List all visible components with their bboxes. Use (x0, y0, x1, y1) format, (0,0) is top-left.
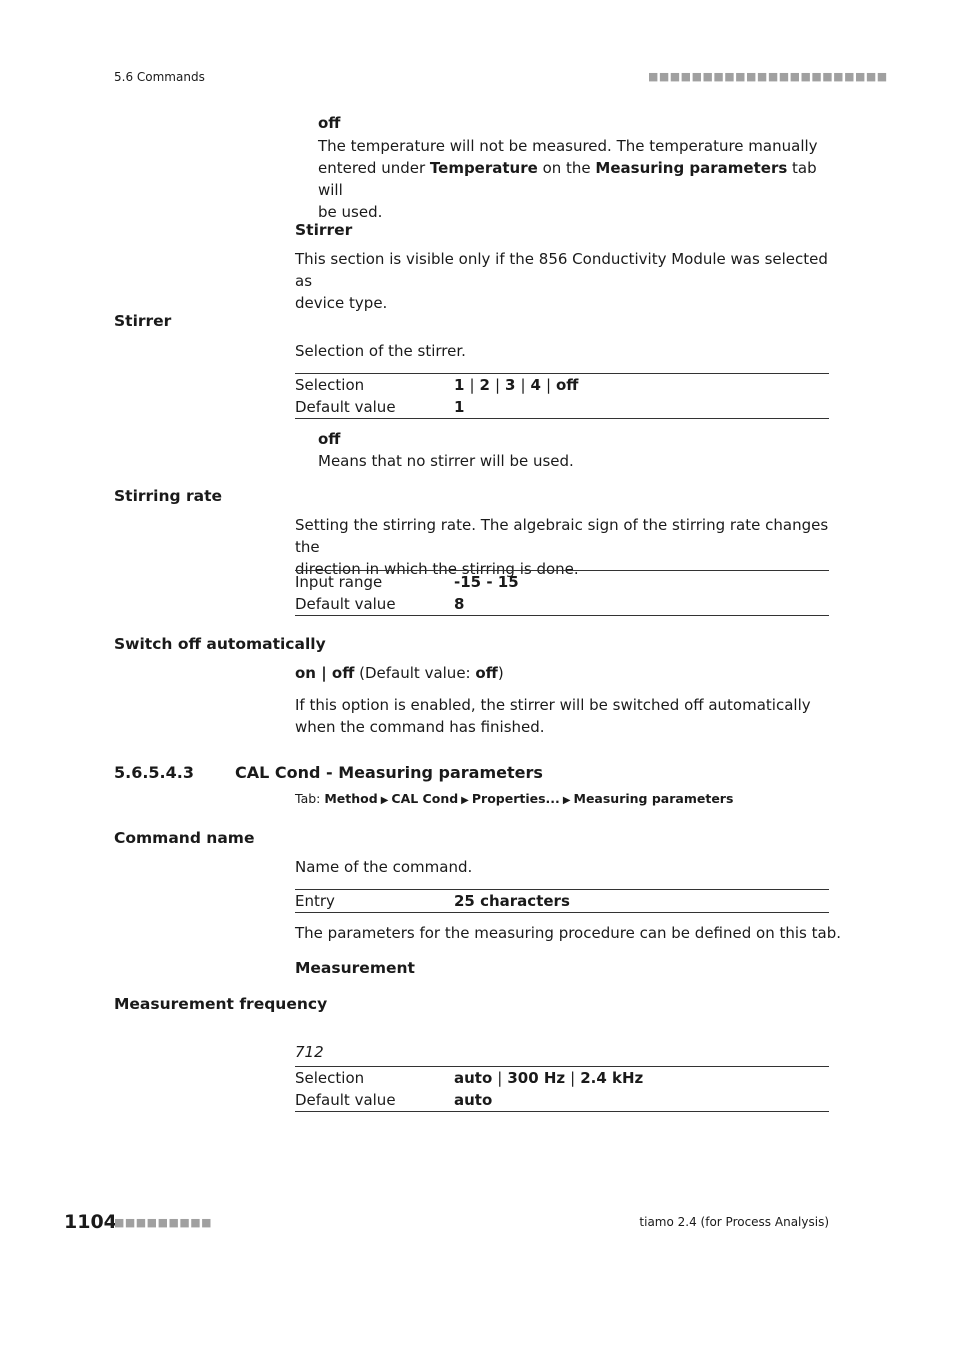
table-row: Default value 8 (295, 595, 465, 613)
measurement-frequency-heading: Measurement frequency (114, 995, 328, 1013)
stirrer-description: Selection of the stirrer. (295, 342, 466, 360)
command-name-table (295, 889, 829, 913)
arrow-right-icon: ▶ (461, 795, 469, 806)
measurement-title: Measurement (295, 959, 415, 977)
arrow-right-icon: ▶ (562, 795, 571, 806)
stirrer-section-title: Stirrer (295, 221, 353, 239)
stirring-rate-text: Setting the stirring rate. The algebraic sign of the stirring rate changes the direction in which the stirring is done. (295, 516, 829, 578)
page-number: 1104 (64, 1211, 117, 1233)
switch-off-heading: Switch off automatically (114, 635, 326, 653)
footer-product: tiamo 2.4 (for Process Analysis) (639, 1215, 829, 1229)
section-number: 5.6.5.4.3 (114, 763, 194, 782)
section-title: CAL Cond - Measuring parameters (235, 763, 543, 782)
frequency-selection-values: auto | 300 Hz | 2.4 kHz (454, 1069, 644, 1087)
stirring-rate-heading: Stirring rate (114, 487, 223, 505)
table-row: Default value auto (295, 1091, 493, 1109)
table-row: Entry 25 characters (295, 892, 570, 910)
running-header: 5.6 Commands (114, 70, 205, 84)
table-row: Selection auto | 300 Hz | 2.4 kHz (295, 1069, 644, 1087)
stirrer-heading: Stirrer (114, 312, 172, 330)
stirrer-off-title: off (318, 430, 341, 448)
command-name-heading: Command name (114, 829, 255, 847)
footer-dots: ■■■■■■■■■ (114, 1216, 213, 1229)
switch-off-options: on | off (Default value: off) (295, 664, 504, 682)
header-dots: ■■■■■■■■■■■■■■■■■■■■■■ (648, 70, 888, 83)
off-temperature-text: The temperature will not be measured. The temperature manually entered under Temperature on the Measuring parameters tab will be used. (318, 137, 818, 221)
tab-path: Tab: Method ▶ CAL Cond ▶ Properties... ▶ Measuring parameters (295, 791, 734, 806)
off-temperature-title: off (318, 114, 341, 132)
table-row: Input range -15 - 15 (295, 573, 519, 591)
stirrer-section-text: This section is visible only if the 856 Conductivity Module was selected as device type. (295, 250, 828, 312)
table-row: Selection 1 | 2 | 3 | 4 | off (295, 376, 579, 394)
switch-off-text: If this option is enabled, the stirrer will be switched off automatically when the command has finished. (295, 696, 811, 736)
stirrer-off-text: Means that no stirrer will be used. (318, 452, 574, 470)
stirrer-table (295, 373, 829, 419)
command-name-after-text: The parameters for the measuring procedure can be defined on this tab. (295, 924, 841, 942)
stirrer-selection-values: 1 | 2 | 3 | 4 | off (454, 376, 579, 394)
command-name-description: Name of the command. (295, 858, 473, 876)
measurement-frequency-table (295, 1066, 829, 1112)
stirring-rate-table (295, 570, 829, 616)
arrow-right-icon: ▶ (380, 795, 389, 806)
device-label: 712 (295, 1043, 324, 1061)
table-row: Default value 1 (295, 398, 465, 416)
